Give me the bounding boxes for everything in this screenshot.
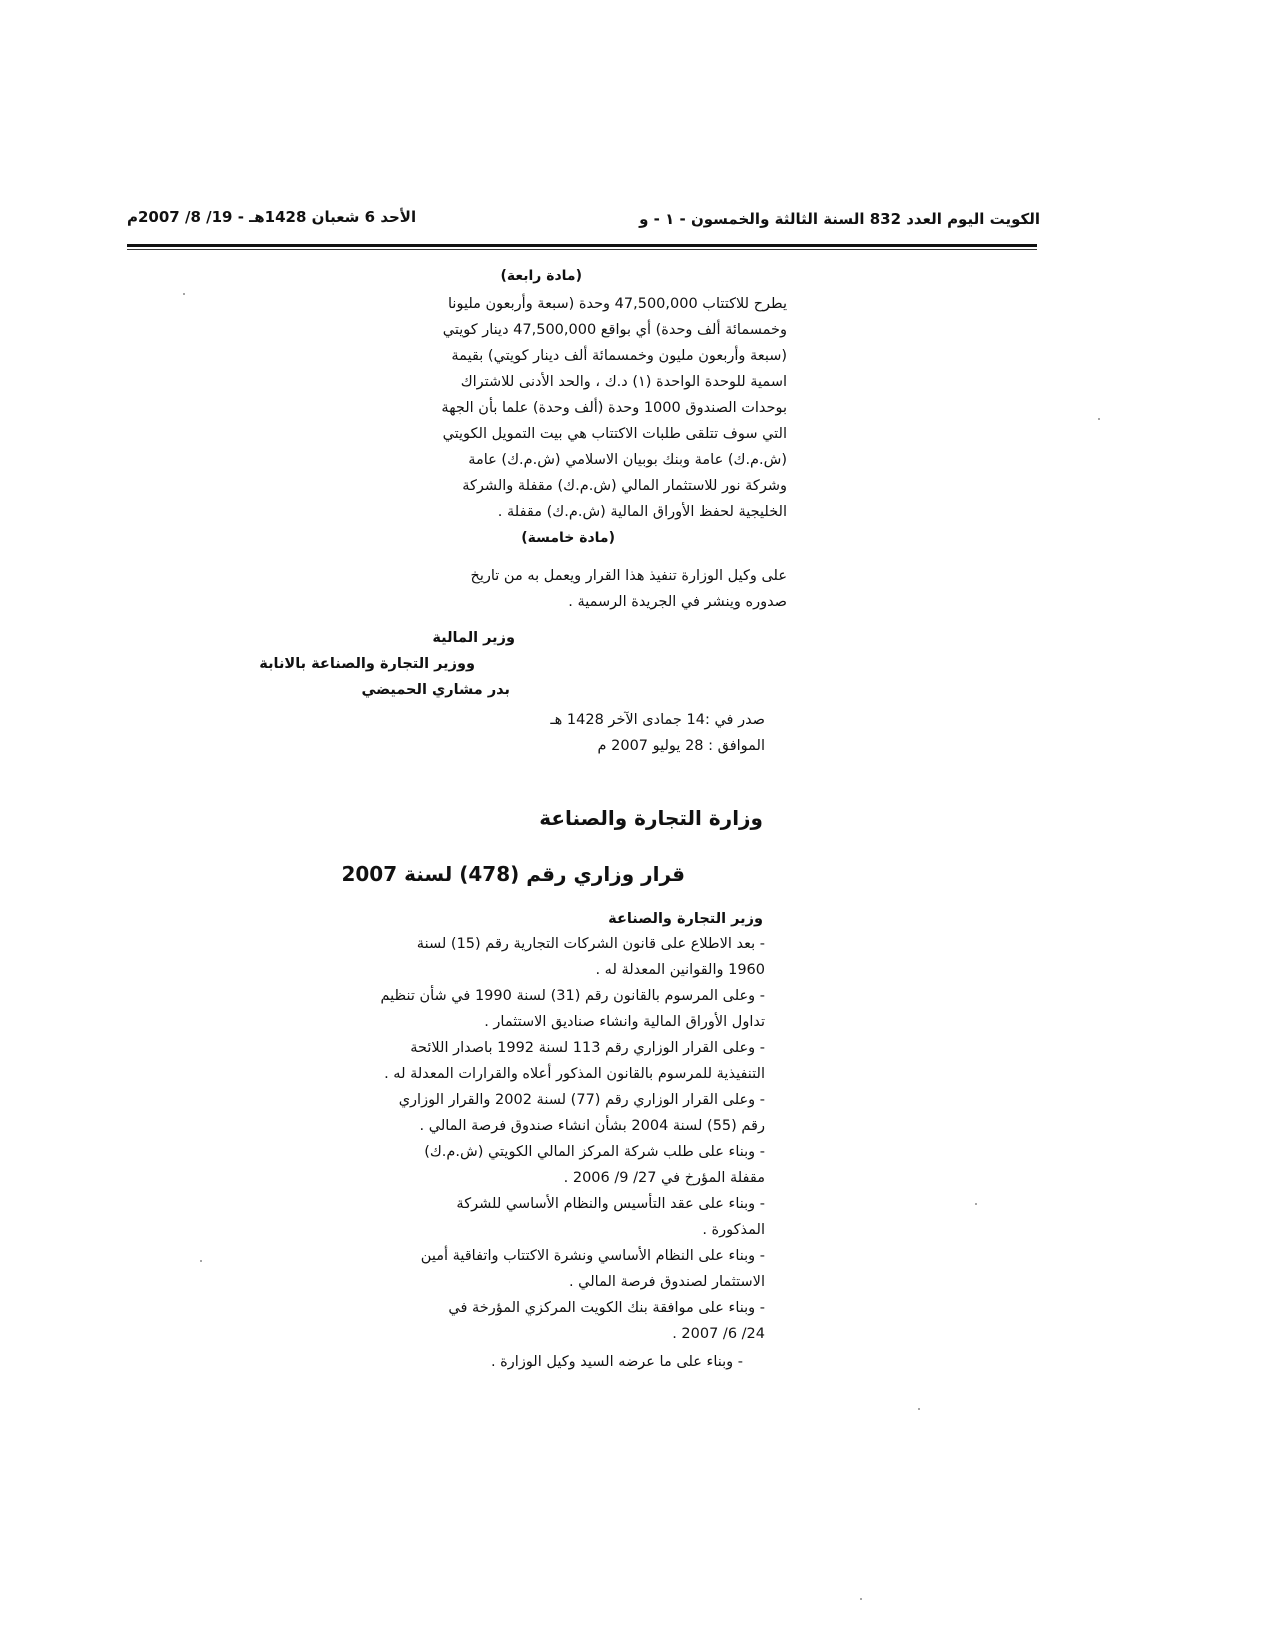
preamble-line: - وبناء على النظام الأساسي ونشرة الاكتتاب واتفاقية أمين [420, 1248, 765, 1264]
preamble-line: 24/ 6/ 2007 . [672, 1326, 765, 1342]
scan-speck [975, 1203, 977, 1205]
scan-speck [200, 1260, 202, 1262]
gazette-date-header: الأحد 6 شعبان 1428هـ - 19/ 8/ 2007م [127, 208, 417, 226]
article-4-body [367, 296, 787, 526]
preamble-line: تداول الأوراق المالية وانشاء صناديق الاستثمار . [484, 1014, 765, 1030]
preamble-line: - وبناء على موافقة بنك الكويت المركزي المؤرخة في [448, 1300, 765, 1316]
article-5-line: صدوره وينشر في الجريدة الرسمية . [568, 594, 787, 610]
preamble-line: - وبناء على طلب شركة المركز المالي الكويتي (ش.م.ك) [424, 1144, 765, 1160]
article-4-line: (ش.م.ك) عامة وبنك بوبيان الاسلامي (ش.م.ك) عامة [468, 452, 787, 468]
decree-minister: وزير التجارة والصناعة [608, 911, 763, 927]
preamble-line: - وعلى القرار الوزاري رقم 113 لسنة 1992 باصدار اللائحة [410, 1040, 765, 1056]
preamble-line: - وعلى المرسوم بالقانون رقم (31) لسنة 1990 في شأن تنظيم [380, 988, 765, 1004]
decree-preamble [350, 936, 765, 1376]
scan-speck [918, 1408, 920, 1410]
article-4-heading: (مادة رابعة) [500, 268, 582, 284]
article-4-line: يطرح للاكتتاب 47,500,000 وحدة (سبعة وأربعون مليونا [448, 296, 787, 312]
preamble-line: الاستثمار لصندوق فرصة المالي . [568, 1274, 765, 1290]
scan-speck [183, 293, 185, 295]
preamble-line: - وبناء على عقد التأسيس والنظام الأساسي للشركة [456, 1196, 765, 1212]
preamble-line: - وبناء على ما عرضه السيد وكيل الوزارة . [490, 1354, 743, 1370]
header-rule [127, 244, 1037, 247]
preamble-line: 1960 والقوانين المعدلة له . [595, 962, 765, 978]
preamble-line: مقفلة المؤرخ في 27/ 9/ 2006 . [563, 1170, 765, 1186]
issue-date-gregorian: الموافق : 28 يوليو 2007 م [597, 738, 765, 754]
ministry-heading: وزارة التجارة والصناعة [539, 806, 763, 830]
preamble-line: رقم (55) لسنة 2004 بشأن انشاء صندوق فرصة المالي . [419, 1118, 765, 1134]
preamble-line: - بعد الاطلاع على قانون الشركات التجارية رقم (15) لسنة [416, 936, 765, 952]
issue-date-hijri: صدر في :14 جمادى الآخر 1428 هـ [550, 712, 765, 728]
article-5-body [367, 568, 787, 624]
article-4-line: (سبعة وأربعون مليون وخمسمائة ألف دينار كويتي) بقيمة [451, 348, 787, 364]
signatory-title: وزير المالية [432, 630, 515, 646]
preamble-line: - وعلى القرار الوزاري رقم (77) لسنة 2002 والقرار الوزاري [398, 1092, 765, 1108]
scan-speck [1098, 418, 1100, 420]
gazette-issue-header: الكويت اليوم العدد 832 السنة الثالثة والخمسون - ١ - و [639, 210, 1040, 228]
article-4-line: وخمسمائة ألف وحدة) أي بواقع 47,500,000 دينار كويتي [442, 322, 787, 338]
header-rule-thin [127, 249, 1037, 250]
article-4-line: بوحدات الصندوق 1000 وحدة (ألف وحدة) علما بأن الجهة [441, 400, 787, 416]
article-4-line: وشركة نور للاستثمار المالي (ش.م.ك) مقفلة والشركة [462, 478, 787, 494]
signatory-name: بدر مشاري الحميضي [361, 682, 510, 698]
article-4-line: الخليجية لحفظ الأوراق المالية (ش.م.ك) مقفلة . [497, 504, 787, 520]
article-4-line: التي سوف تتلقى طلبات الاكتتاب هي بيت التمويل الكويتي [442, 426, 787, 442]
article-4-line: اسمية للوحدة الواحدة (١) د.ك ، والحد الأدنى للاشتراك [460, 374, 787, 390]
article-5-line: على وكيل الوزارة تنفيذ هذا القرار ويعمل به من تاريخ [470, 568, 787, 584]
scan-speck [860, 1598, 862, 1600]
article-5-heading: (مادة خامسة) [521, 530, 615, 546]
signatory-acting-title: ووزير التجارة والصناعة بالانابة [259, 656, 475, 672]
preamble-line: المذكورة . [702, 1222, 765, 1238]
decree-title: قرار وزاري رقم (478) لسنة 2007 [341, 862, 685, 886]
preamble-line: التنفيذية للمرسوم بالقانون المذكور أعلاه والقرارات المعدلة له . [384, 1066, 765, 1082]
